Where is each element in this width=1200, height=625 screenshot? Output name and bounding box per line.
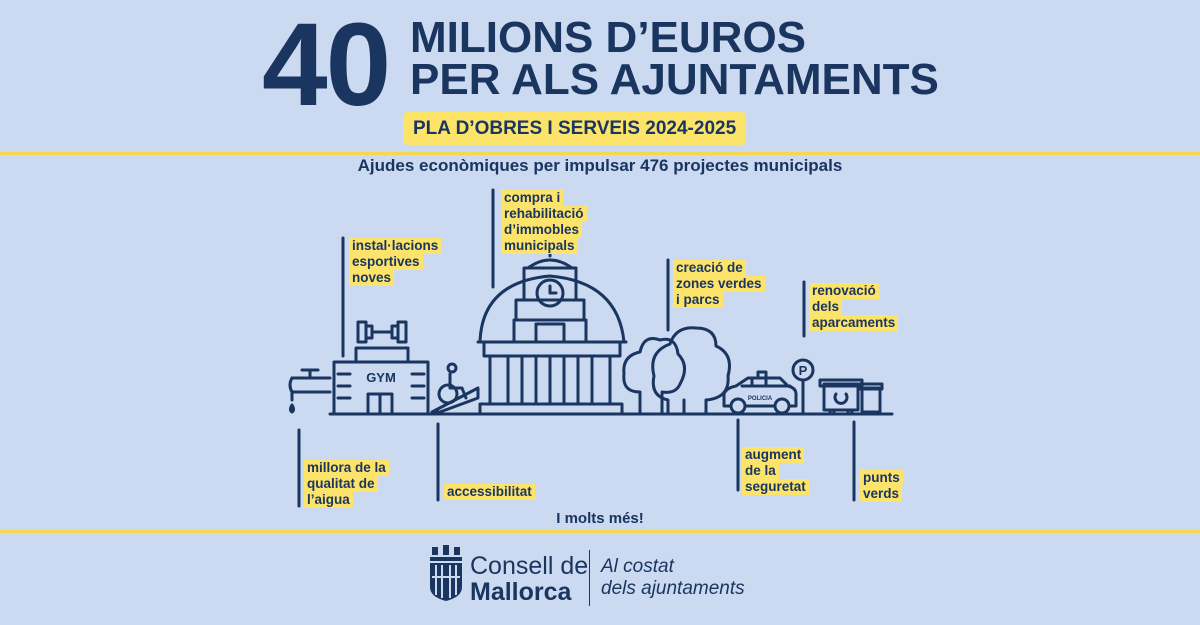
tagline-line-1: Al costat — [601, 556, 674, 577]
trees-icon — [624, 328, 730, 414]
label-green: creació de zones verdes i parcs — [673, 260, 765, 308]
label-parking: renovació dels aparcaments — [809, 283, 898, 331]
water-tap-icon — [290, 370, 330, 412]
label-installations: instal·lacions esportives noves — [349, 238, 441, 286]
headline-line-1: MILIONS D’EUROS — [410, 13, 807, 62]
gym-building-icon — [334, 322, 428, 414]
bottom-divider — [0, 530, 1200, 533]
parking-letter: P — [798, 363, 808, 378]
town-hall-icon — [478, 250, 626, 414]
logo-line-1: Consell de — [470, 552, 589, 580]
headline-number: 40 — [262, 0, 390, 131]
police-text: POLICIA — [747, 396, 773, 402]
logo-divider — [589, 550, 590, 606]
label-security: augment de la seguretat — [742, 447, 809, 495]
plan-badge: PLA D’OBRES I SERVEIS 2024-2025 — [403, 112, 746, 145]
accessibility-ramp-icon — [432, 364, 478, 412]
recycling-bins-icon — [820, 380, 882, 414]
label-access: accessibilitat — [444, 484, 535, 500]
more-text: I molts més! — [556, 510, 644, 527]
consell-shield-logo — [428, 545, 464, 601]
headline-line-2: PER ALS AJUNTAMENTS — [410, 55, 939, 104]
subtitle: Ajudes econòmiques per impulsar 476 projectes municipals — [357, 156, 843, 175]
police-car-icon — [724, 372, 796, 413]
logo-line-2: Mallorca — [470, 578, 572, 606]
label-recycling: punts verds — [860, 470, 903, 502]
tagline-line-2: dels ajuntaments — [601, 578, 745, 599]
gym-sign: GYM — [366, 370, 396, 385]
label-buildings: compra i rehabilitació d’immobles municipals — [501, 190, 587, 254]
label-water: millora de la qualitat de l’aigua — [304, 460, 389, 508]
